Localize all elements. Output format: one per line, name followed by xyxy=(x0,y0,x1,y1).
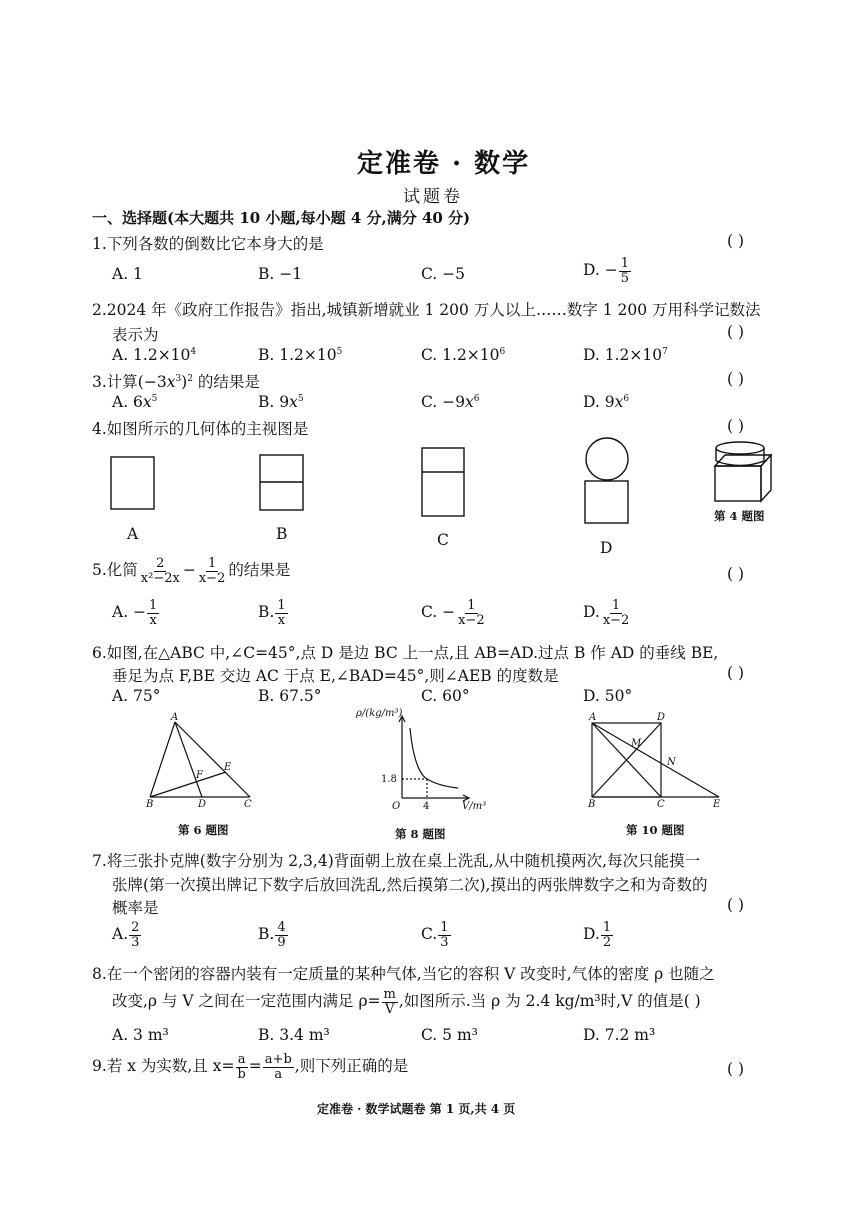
q6-option-a: A. 75° xyxy=(112,687,161,705)
section-heading: 一、选择题(本大题共 10 小题,每小题 4 分,满分 40 分) xyxy=(92,209,471,227)
q8-y-axis-label: ρ/(kg/m³) xyxy=(356,708,403,719)
q6-option-d: D. 50° xyxy=(583,687,633,705)
answer-paren-2: ( ) xyxy=(727,323,745,341)
q8-origin-label: O xyxy=(392,801,401,812)
q6-label-a: A xyxy=(171,712,179,723)
question-9-text: 9.若 x 为实数,且 x= $\frac{a}{b}$ = $\frac{a+b}{a}$ ,则下列正确的是 xyxy=(92,1052,409,1082)
q2-option-c: C. $1.2\times 10^6$ xyxy=(421,346,506,364)
answer-paren-1: ( ) xyxy=(727,232,745,250)
question-7-line-2: 张牌(第一次摸出牌记下数字后放回洗乱,然后摸第二次),摸出的两张牌数字之和为奇数的 xyxy=(112,876,708,894)
q5-option-c: C. − $\frac{1}{x-2}$ xyxy=(421,598,485,628)
question-8-line-2: 改变,ρ 与 V 之间在一定范围内满足 ρ= $\frac{m}{V}$ ,如图所示.当 ρ 为 2.4 kg/m³时,V 的值是( ) xyxy=(112,987,701,1017)
q7-option-b: B. $\frac{4}{9}$ xyxy=(258,920,286,950)
q8-y-tick: 1.8 xyxy=(381,774,397,785)
q10-label-n: N xyxy=(667,757,676,768)
q1-option-c: C. −5 xyxy=(421,265,466,283)
q6-label-c: C xyxy=(244,799,252,810)
page-footer: 定准卷 · 数学试题卷 第 1 页,共 4 页 xyxy=(317,1102,516,1116)
answer-paren-6: ( ) xyxy=(727,664,745,682)
q4-figure-caption: 第 4 题图 xyxy=(714,509,765,523)
q5-option-b: B. $\frac{1}{x}$ xyxy=(258,598,286,628)
question-1-text: 1.下列各数的倒数比它本身大的是 xyxy=(92,235,324,253)
page-title: 定准卷 · 数学 xyxy=(357,149,531,179)
q6-label-b: B xyxy=(146,799,154,810)
q3-option-c: C. $-9x^6$ xyxy=(421,393,480,411)
q10-label-b: B xyxy=(588,799,596,810)
q10-label-c: C xyxy=(657,799,665,810)
q10-figure-caption: 第 10 题图 xyxy=(626,823,685,837)
q10-label-d: D xyxy=(657,712,666,723)
q3-option-b: B. $9x^5$ xyxy=(258,393,304,411)
question-4-text: 4.如图所示的几何体的主视图是 xyxy=(92,420,309,438)
q4-label-a: A xyxy=(127,525,139,543)
question-6-line-2: 垂足为点 F,BE 交边 AC 于点 E,∠BAD=45°,则∠AEB 的度数是 xyxy=(112,667,559,685)
q1-option-a: A. 1 xyxy=(112,265,143,283)
q8-option-d: D. 7.2 m³ xyxy=(583,1026,656,1044)
answer-paren-7: ( ) xyxy=(727,896,745,914)
q6-label-f: F xyxy=(196,770,203,781)
q6-label-e: E xyxy=(224,762,232,773)
q1-option-d: D. − $\frac{1}{5}$ xyxy=(583,256,629,286)
q10-label-e: E xyxy=(713,799,721,810)
q7-option-c: C. $\frac{1}{3}$ xyxy=(421,920,449,950)
q6-option-b: B. 67.5° xyxy=(258,687,322,705)
answer-paren-9: ( ) xyxy=(727,1060,745,1078)
answer-paren-4: ( ) xyxy=(727,417,745,435)
q6-triangle-figure xyxy=(150,722,250,797)
q6-figure-caption: 第 6 题图 xyxy=(178,823,229,837)
q8-x-tick: 4 xyxy=(423,801,430,812)
q7-option-a: A. $\frac{2}{3}$ xyxy=(112,920,140,950)
q5-option-a: A. − $\frac{1}{x}$ xyxy=(112,598,158,628)
question-2-line-1: 2.2024 年《政府工作报告》指出,城镇新增就业 1 200 万人以上……数字 1 200 万用科学记数法 xyxy=(92,301,761,319)
q10-label-m: M xyxy=(631,738,642,749)
q2-option-b: B. $1.2\times 10^5$ xyxy=(258,346,343,364)
q8-option-a: A. 3 m³ xyxy=(112,1026,169,1044)
q4-label-d: D xyxy=(600,539,613,557)
question-3-text: 3.计算$(-3x^3)^2$ 的结果是 xyxy=(92,373,260,391)
q6-label-d: D xyxy=(198,799,207,810)
q8-figure-caption: 第 8 题图 xyxy=(395,827,446,841)
q5-option-d: D. $\frac{1}{x-2}$ xyxy=(583,598,630,628)
answer-paren-5: ( ) xyxy=(727,565,745,583)
question-5-text: 5.化简 $\frac{2}{\text{x²−2x}}$ − $\frac{1}{x-2}$ 的结果是 xyxy=(92,556,291,586)
q6-option-c: C. 60° xyxy=(421,687,470,705)
question-7-line-1: 7.将三张扑克牌(数字分别为 2,3,4)背面朝上放在桌上洗乱,从中随机摸两次,每次只能摸一 xyxy=(92,852,701,870)
q8-option-c: C. 5 m³ xyxy=(421,1026,478,1044)
q3-option-a: A. $6x^5$ xyxy=(112,393,158,411)
q7-option-d: D. $\frac{1}{2}$ xyxy=(583,920,612,950)
q10-geometry-figure xyxy=(592,723,719,797)
q2-option-d: D. $1.2\times 10^7$ xyxy=(583,346,668,364)
q8-graph-figure xyxy=(399,716,469,801)
q4-label-c: C xyxy=(437,531,449,549)
q8-option-b: B. 3.4 m³ xyxy=(258,1026,330,1044)
answer-paren-3: ( ) xyxy=(727,370,745,388)
q1-option-b: B. −1 xyxy=(258,265,303,283)
question-8-line-1: 8.在一个密闭的容器内装有一定质量的某种气体,当它的容积 V 改变时,气体的密度 ρ 也随之 xyxy=(92,965,715,983)
q3-option-d: D. $9x^6$ xyxy=(583,393,630,411)
q8-x-axis-label: V/m³ xyxy=(462,801,487,812)
page-subtitle: 试题卷 xyxy=(403,187,463,207)
q2-option-a: A. $1.2\times 10^4$ xyxy=(112,346,197,364)
question-7-line-3: 概率是 xyxy=(112,899,159,917)
question-2-line-2: 表示为 xyxy=(112,326,159,344)
question-6-line-1: 6.如图,在△ABC 中,∠C=45°,点 D 是边 BC 上一点,且 AB=AD.过点 B 作 AD 的垂线 BE, xyxy=(92,644,719,662)
q4-label-b: B xyxy=(276,525,288,543)
q10-label-a: A xyxy=(589,712,597,723)
